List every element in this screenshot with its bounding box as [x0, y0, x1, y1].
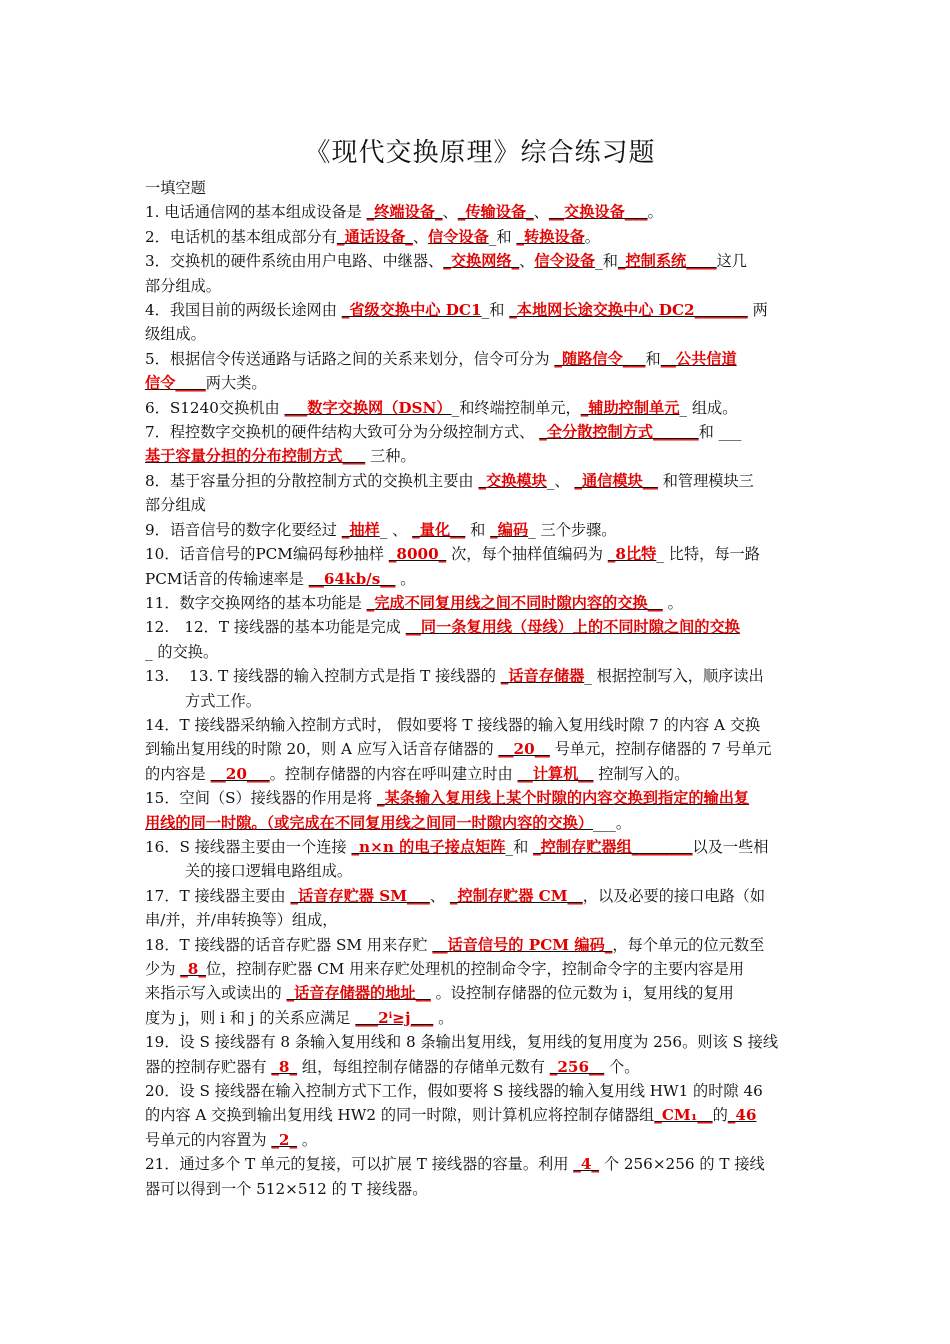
question-text: 到输出复用线的时隙 20，则 A 应写入话音存储器的 [145, 740, 499, 759]
answer-text: _交换模块 [478, 471, 547, 490]
answer-text: _46 [727, 1106, 757, 1125]
answer-text: __20___ [210, 764, 270, 783]
text-line [145, 981, 809, 1005]
answer-text: _控制存贮器 CM__ [449, 886, 583, 905]
answer-text: _辅助控制单元 [580, 398, 680, 417]
text-line [145, 225, 809, 249]
text-line [145, 371, 809, 395]
text-line [145, 1055, 809, 1079]
question-text: 。设控制存储器的位元数为 i，复用线的复用 [430, 984, 734, 1003]
answer-text: 信令____ [145, 374, 206, 393]
answer-text: _随路信令___ [554, 349, 646, 368]
text-line [145, 249, 809, 273]
question-text: _和 [488, 227, 517, 246]
question-text: _、 [546, 471, 575, 490]
question-text: 。 [395, 569, 416, 588]
question-text: 18．T 接线器的话音存贮器 SM 用来存贮 [145, 935, 433, 954]
question-text: 三种。 [365, 447, 416, 466]
question-text: 13. 13. T 接线器的输入控制方式是指 T 接线器的 [145, 667, 501, 686]
question-text: 20．设 S 接线器在输入控制方式下工作，假如要将 S 接线器的输入复用线 HW1 的时隙 46 [145, 1082, 763, 1101]
question-text: 和 ___ [698, 423, 742, 442]
text-line [145, 396, 809, 420]
question-text: _ 比特，每一路 [656, 545, 760, 564]
question-text: 控制写入的。 [593, 764, 690, 783]
question-text: 的 [712, 1106, 728, 1125]
answer-text: _8比特 [607, 545, 657, 564]
answer-text: _话音存贮器 SM___ [290, 886, 430, 905]
question-text: 。 [433, 1008, 454, 1027]
question-text: 12. 12．T 接线器的基本功能是完成 [145, 618, 406, 637]
answer-text: _话音存储器 [500, 667, 585, 686]
text-line [145, 518, 809, 542]
text-line [145, 200, 809, 224]
question-text: 16．S 接线器主要由一个连接 [145, 837, 352, 856]
question-text: 9．语音信号的数字化要经过 [145, 520, 342, 539]
text-line [145, 664, 809, 688]
answer-text: _传输设备_ [457, 203, 534, 222]
question-text: 次，每个抽样值编码为 [446, 545, 608, 564]
question-text: _ 根据控制写入，顺序读出 [584, 667, 764, 686]
question-text: 级组成。 [145, 325, 206, 344]
question-text: 和 [645, 349, 661, 368]
question-text: _ 、 [379, 520, 413, 539]
question-text: 。 [584, 227, 600, 246]
text-line [145, 274, 809, 298]
question-text: 1. 电话通信网的基本组成设备是 [145, 203, 367, 222]
question-text: _ 的交换。 [145, 642, 219, 661]
answer-text: _8000_ [388, 545, 447, 564]
question-text: 两 [747, 301, 768, 320]
question-text: _和 [481, 301, 510, 320]
text-line [145, 1152, 809, 1176]
answer-text: __20__ [498, 740, 550, 759]
question-text: _和终端控制单元， [451, 398, 581, 417]
question-text: 21．通过多个 T 单元的复接，可以扩展 T 接线器的容量。利用 [145, 1155, 574, 1174]
question-text: 这几 [716, 252, 747, 271]
answer-text: _转换设备 [516, 227, 585, 246]
answer-text: 基于容量分担的分布控制方式___ [145, 447, 366, 466]
answer-text: _抽样 [341, 520, 380, 539]
text-line [145, 1103, 809, 1127]
answer-text: _终端设备_ [366, 203, 443, 222]
answer-text: ___2ⁱ≥j___ [355, 1008, 434, 1027]
question-text: PCM话音的传输速率是 [145, 569, 309, 588]
answer-text: _CM₁__ [654, 1106, 713, 1125]
text-line [145, 835, 809, 859]
text-line [145, 786, 809, 810]
question-text: 、 [519, 252, 535, 271]
text-line [145, 420, 809, 444]
answer-text: __交换设备___ [548, 203, 648, 222]
answer-text: _省级交换中心 DC1 [341, 301, 482, 320]
question-text: 6．S1240交换机由 [145, 398, 285, 417]
question-text: 7．程控数字交换机的硬件结构大致可分为分级控制方式、 [145, 423, 540, 442]
question-text: 17．T 接线器主要由 [145, 886, 291, 905]
answer-text: ___数字交换网（DSN） [284, 398, 452, 417]
answer-text: _控制存贮器组________ [533, 837, 693, 856]
document-title: 《现代交换原理》综合练习题 [304, 138, 656, 168]
question-text: _ 三个步骤。 [528, 520, 617, 539]
question-text: 。 [647, 203, 663, 222]
answer-text: _完成不同复用线之间不同时隙内容的交换__ [366, 593, 663, 612]
text-line [145, 615, 809, 639]
text-line [145, 859, 809, 883]
text-line [145, 298, 809, 322]
question-text: 2．电话机的基本组成部分有 [145, 227, 337, 246]
question-text: 器的控制存贮器有 [145, 1057, 272, 1076]
text-line [145, 493, 809, 517]
answer-text: __话音信号的 PCM 编码_ [432, 935, 613, 954]
answer-text: _通话设备_ [336, 227, 413, 246]
text-line [145, 322, 809, 346]
question-text: 两大类。 [205, 374, 267, 393]
question-text: 的内容是 [145, 764, 211, 783]
question-text: ，以及必要的接口电路（如 [582, 886, 765, 905]
text-line [145, 1030, 809, 1054]
question-text: 器可以得到一个 512×512 的 T 接线器。 [145, 1179, 428, 1198]
question-text: 5．根据信令传送通路与话路之间的关系来划分，信令可分为 [145, 349, 555, 368]
answer-text: _交换网络_ [443, 252, 520, 271]
question-text: 个 256×256 的 T 接线 [599, 1155, 765, 1174]
question-text: 和 [465, 520, 491, 539]
answer-text: _n×n 的电子接点矩阵 [351, 837, 506, 856]
question-text: 关的接口逻辑电路组成。 [185, 862, 353, 881]
question-text: 位，控制存贮器 CM 用来存贮处理机的控制命令字，控制命令字的主要内容是用 [205, 960, 744, 978]
question-text: ，每个单元的位元数至 [612, 935, 765, 954]
question-text: _ 组成。 [679, 398, 738, 417]
question-text: 、 [442, 203, 458, 222]
text-line [145, 347, 809, 371]
text-line [145, 1079, 809, 1103]
answer-text: __计算机__ [517, 764, 594, 783]
question-text: 14．T 接线器采纳输入控制方式时， 假如要将 T 接线器的输入复用线时隙 7 的内容 A 交换 [145, 715, 761, 734]
answer-text: __公共信道 [660, 349, 737, 368]
question-text: 11．数字交换网络的基本功能是 [145, 593, 367, 612]
question-text: 、 [533, 203, 549, 222]
question-text: 组，每组控制存储器的存储单元数有 [297, 1057, 550, 1076]
question-text: 个。 [604, 1057, 640, 1076]
question-text: 8．基于容量分担的分散控制方式的交换机主要由 [145, 471, 479, 490]
question-text: 以及一些相 [692, 837, 769, 856]
question-text: 部分组成。 [145, 276, 221, 295]
text-line [145, 640, 809, 664]
question-text: _和 [595, 252, 618, 271]
question-text: _和 [505, 837, 534, 856]
question-text: 部分组成 [145, 496, 206, 515]
text-line [145, 1128, 809, 1152]
text-line [145, 542, 809, 566]
question-text: 少为 [145, 960, 181, 978]
question-text: 一填空题 [145, 179, 206, 197]
answer-text: 信令设备 [534, 252, 596, 271]
text-line [145, 811, 809, 835]
question-text: 4．我国目前的两级长途网由 [145, 301, 342, 320]
text-line [145, 762, 809, 786]
text-line [145, 689, 809, 713]
question-text: ___。 [593, 813, 631, 832]
answer-text: 用线的同一时隙。（或完成在不同复用线之间同一时隙内容的交换） [145, 813, 594, 832]
question-text: 和管理模块三 [657, 471, 754, 490]
question-text: 15．空间（S）接线器的作用是将 [145, 789, 377, 808]
exercise-body [145, 176, 809, 1201]
question-text: 、 [412, 227, 429, 246]
answer-text: _4_ [573, 1155, 599, 1174]
question-text: 串/并，并/串转换等）组成， [145, 911, 338, 930]
text-line [145, 176, 809, 200]
text-line [145, 444, 809, 468]
question-text: 。 [662, 593, 683, 612]
answer-text: _8_ [180, 960, 206, 978]
question-text: 号单元的内容置为 [145, 1130, 272, 1149]
text-line [145, 933, 809, 957]
question-text: 来指示写入或读出的 [145, 984, 287, 1003]
text-line [145, 957, 809, 981]
text-line [145, 1006, 809, 1030]
answer-text: _通信模块__ [574, 471, 658, 490]
answer-text: _256__ [549, 1057, 605, 1076]
question-text: 的内容 A 交换到输出复用线 HW2 的同一时隙，则计算机应将控制存储器组 [145, 1106, 655, 1125]
text-line [145, 567, 809, 591]
answer-text: _控制系统____ [617, 252, 717, 271]
answer-text: _量化__ [412, 520, 466, 539]
text-line [145, 1177, 809, 1201]
text-line [145, 469, 809, 493]
question-text: 19．设 S 接线器有 8 条输入复用线和 8 条输出复用线，复用线的复用度为 256。则该 S 接线 [145, 1033, 779, 1052]
answer-text: _编码 [490, 520, 529, 539]
question-text: 方式工作。 [185, 691, 261, 710]
question-text: 。 [297, 1130, 318, 1149]
text-line [145, 713, 809, 737]
answer-text: _全分散控制方式______ [539, 423, 699, 442]
text-line [145, 591, 809, 615]
answer-text: _话音存储器的地址__ [286, 984, 431, 1003]
question-text: 3．交换机的硬件系统由用户电路、中继器、 [145, 252, 444, 271]
answer-text: _某条输入复用线上某个时隙的内容交换到指定的输出复 [377, 789, 750, 808]
question-text: 号单元，控制存储器的 7 号单元 [549, 740, 772, 759]
answer-text: __同一条复用线（母线）上的不同时隙之间的交换 [405, 618, 740, 637]
text-line [145, 908, 809, 932]
question-text: 10．话音信号的PCM编码每秒抽样 [145, 545, 389, 564]
answer-text: _2_ [271, 1130, 298, 1149]
answer-text: 信令设备 [428, 227, 489, 246]
question-text: 、 [429, 886, 450, 905]
answer-text: _本地网长途交换中心 DC2_______ [509, 301, 748, 320]
answer-text: __64kb/s__ [308, 569, 396, 588]
text-line [145, 737, 809, 761]
answer-text: _8_ [271, 1057, 298, 1076]
text-line [145, 884, 809, 908]
question-text: 。控制存储器的内容在呼叫建立时由 [269, 764, 518, 783]
question-text: 度为 j，则 i 和 j 的关系应满足 [145, 1008, 356, 1027]
